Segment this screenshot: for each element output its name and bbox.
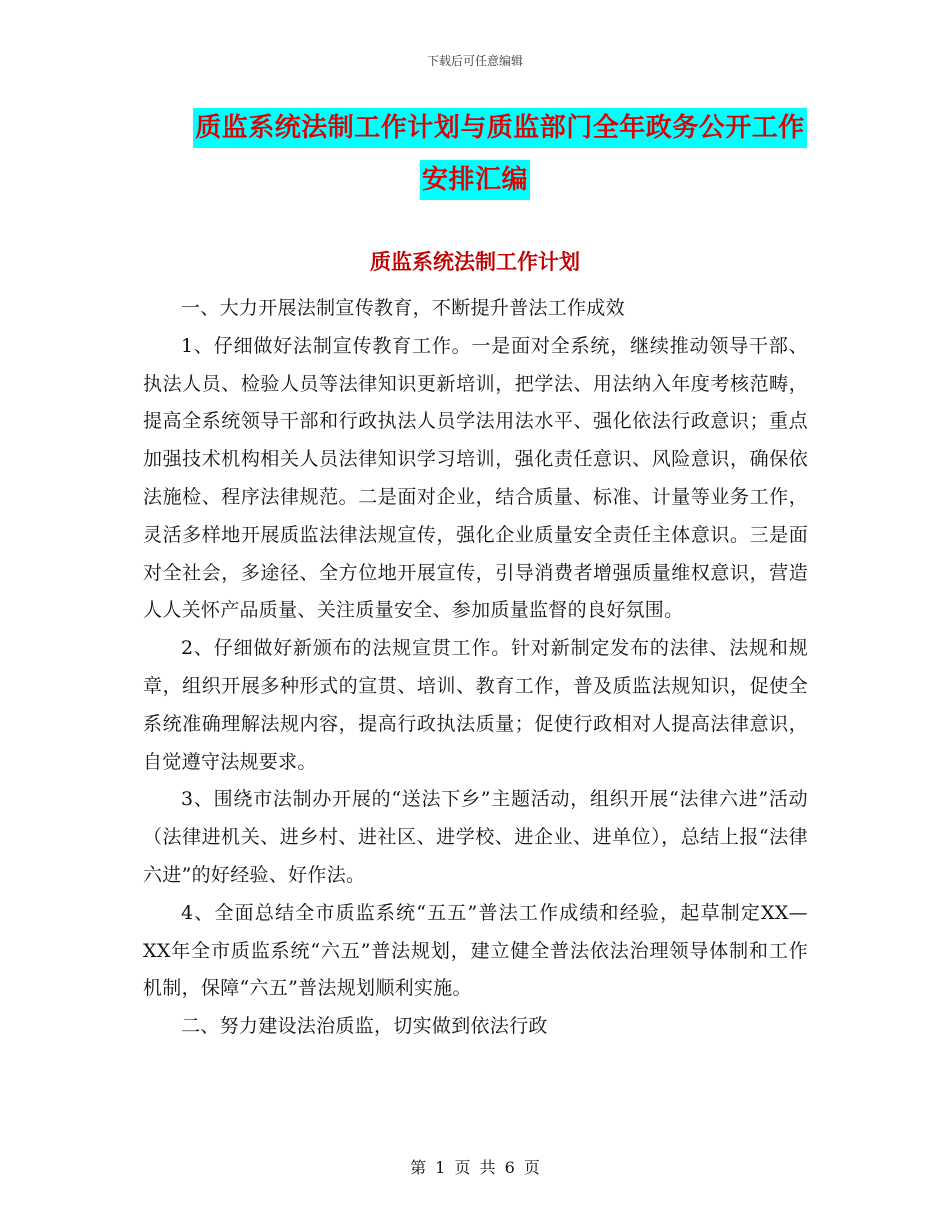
document-body xyxy=(143,290,808,1046)
title-line-2: 安排汇编 xyxy=(420,160,530,200)
document-title xyxy=(0,108,950,212)
heading-paragraph: 一、大力开展法制宣传教育，不断提升普法工作成效 xyxy=(181,297,625,319)
section-title: 质监系统法制工作计划 xyxy=(370,249,580,274)
body-paragraph: 2、仔细做好新颁布的法规宣贯工作。针对新制定发布的法律、法规和规章，组织开展多种形式的宣贯、培训、教育工作，普及质监法规知识，促使全系统准确理解法规内容，提高行政执法质量；促使行政相对人提高法律意识，自觉遵守法规要求。 xyxy=(143,637,808,773)
body-paragraph: 3、围绕市法制办开展的“送法下乡”主题活动，组织开展“法律六进”活动（法律进机关、进乡村、进社区、进学校、进企业、进单位），总结上报“法律六进”的好经验、好作法。 xyxy=(143,788,808,886)
body-paragraph: 1、仔细做好法制宣传教育工作。一是面对全系统，继续推动领导干部、执法人员、检验人员等法律知识更新培训，把学法、用法纳入年度考核范畴，提高全系统领导干部和行政执法人员学法用法水平、强化依法行政意识；重点加强技术机构相关人员法律知识学习培训，强化责任意识、风险意识，确保依法施检、程序法律规范。二是面对企业，结合质量、标准、计量等业务工作，灵活多样地开展质监法律法规宣传，强化企业质量安全责任主体意识。三是面对全社会，多途径、全方位地开展宣传，引导消费者增强质量维权意识，营造人人关怀产品质量、关注质量安全、参加质量监督的良好氛围。 xyxy=(143,334,808,622)
body-paragraph: 4、全面总结全市质监系统“五五”普法工作成绩和经验，起草制定XX—XX年全市质监系统“六五”普法规划，建立健全普法依法治理领导体制和工作机制，保障“六五”普法规划顺利实施。 xyxy=(143,901,808,1000)
page-number: 第 1 页 共 6 页 xyxy=(410,1158,540,1177)
heading-paragraph: 二、努力建设法治质监，切实做到依法行政 xyxy=(181,1015,548,1038)
title-line-1: 质监系统法制工作计划与质监部门全年政务公开工作 xyxy=(193,108,807,148)
page-header-note: 下载后可任意编辑 xyxy=(426,54,523,68)
